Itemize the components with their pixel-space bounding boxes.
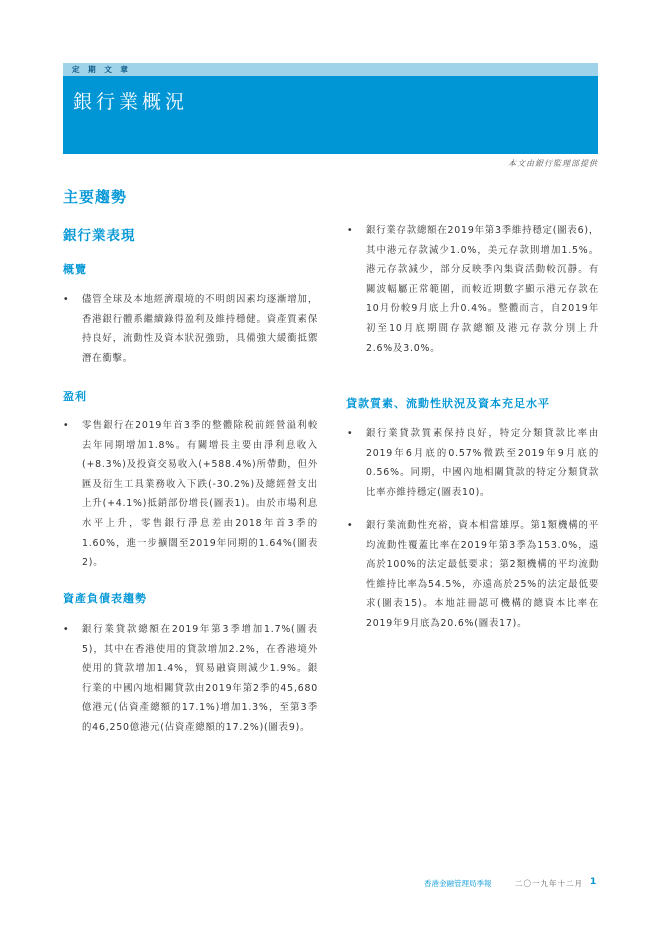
loan-quality-text: 銀行業貸款質素保持良好，特定分類貸款比率由2019年6月底的0.57%微跌至2019年9月底的0.56%。同期，中國內地相關貸款的特定分類貸款比率亦維持穩定(圖表10)。 bbox=[366, 428, 599, 498]
bullet: • bbox=[63, 294, 70, 305]
deposit-text: 銀行業存款總額在2019年第3季維持穩定(圖表6)，其中港元存款減少1.0%，美元存款則增加1.5%。港元存款減少，部分反映季內集資活動較沉靜。有關波幅屬正常範圍，而較近期數字顯示港元存款在10月份較9月底上升0.4%。整體而言，自2019年初至10月底期間存款總額及港元存款分別上升2.6%及3.0%。 bbox=[366, 225, 599, 354]
balance-sheet-heading: 資產負債表趨勢 bbox=[63, 592, 147, 605]
main-heading: 主要趨勢 bbox=[63, 188, 128, 206]
page-number: 1 bbox=[590, 877, 597, 887]
title-banner bbox=[63, 76, 598, 154]
bullet: • bbox=[63, 624, 70, 635]
quality-liquidity-heading: 貸款質素、流動性狀況及資本充足水平 bbox=[346, 397, 550, 410]
bullet: • bbox=[347, 225, 354, 236]
liquidity-text: 銀行業流動性充裕，資本相當雄厚。第1類機構的平均流動性覆蓋比率在2019年第3季為153.0%，遠高於100%的法定最低要求；第2類機構的平均流動性維持比率為54.5%，亦遠高於25%的法定最低要求(圖表15)。本地註冊認可機構的總資本比率在2019年9月底為20.6%(圖表17)。 bbox=[366, 520, 599, 629]
balance-sheet-paragraph bbox=[63, 620, 318, 738]
bullet: • bbox=[347, 520, 354, 531]
section-label: 定 期 文 章 bbox=[72, 65, 131, 74]
deposit-paragraph bbox=[347, 221, 599, 358]
profit-heading: 盈利 bbox=[63, 390, 87, 403]
overview-text: 儘管全球及本地經濟環境的不明朗因素均逐漸增加，香港銀行體系繼續錄得盈利及維持穩健。資產質素保持良好，流動性及資本狀況強勁，具備強大緩衝抵禦潛在衝擊。 bbox=[82, 294, 318, 364]
page-title: 銀行業概況 bbox=[73, 91, 189, 113]
overview-heading: 概覽 bbox=[63, 263, 87, 276]
overview-paragraph bbox=[63, 290, 318, 368]
profit-text: 零售銀行在2019年首3季的整體除税前經營溢利較去年同期增加1.8%。有關增長主要由淨利息收入(+8.3%)及投資交易收入(+588.4%)所帶動，但外匯及衍生工具業務收入下跌(-30.2%)及總經營支出上升(+4.1%)抵銷部份增長(圖表1)。由於市場利息水平上升，零售銀行淨息差由2018年首3季的1.60%，進一步擴闊至2019年同期的1.64%(圖表2)。 bbox=[82, 420, 318, 569]
bullet: • bbox=[347, 428, 354, 439]
liquidity-paragraph bbox=[347, 516, 599, 634]
issue-date: 二〇一九年十二月 bbox=[515, 879, 583, 888]
loan-quality-paragraph bbox=[347, 424, 599, 502]
balance-sheet-text: 銀行業貸款總額在2019年第3季增加1.7%(圖表5)，其中在香港使用的貸款增加2.2%，在香港境外使用的貸款增加1.4%，貿易融資則減少1.9%。銀行業的中國內地相關貸款由2019年第2季的45,680億港元(佔資產總額的17.1%)增加1.3%，至第3季的46,250億港元(佔資產總額的17.2%)(圖表9)。 bbox=[82, 624, 318, 733]
section-label-strip bbox=[63, 63, 598, 76]
bullet: • bbox=[63, 420, 70, 431]
page-footer bbox=[0, 878, 662, 890]
publication-name: 香港金融管理局季報 bbox=[424, 879, 492, 888]
profit-paragraph bbox=[63, 416, 318, 573]
byline: 本文由銀行監理部提供 bbox=[508, 159, 598, 168]
banking-performance-heading: 銀行業表現 bbox=[63, 228, 136, 244]
